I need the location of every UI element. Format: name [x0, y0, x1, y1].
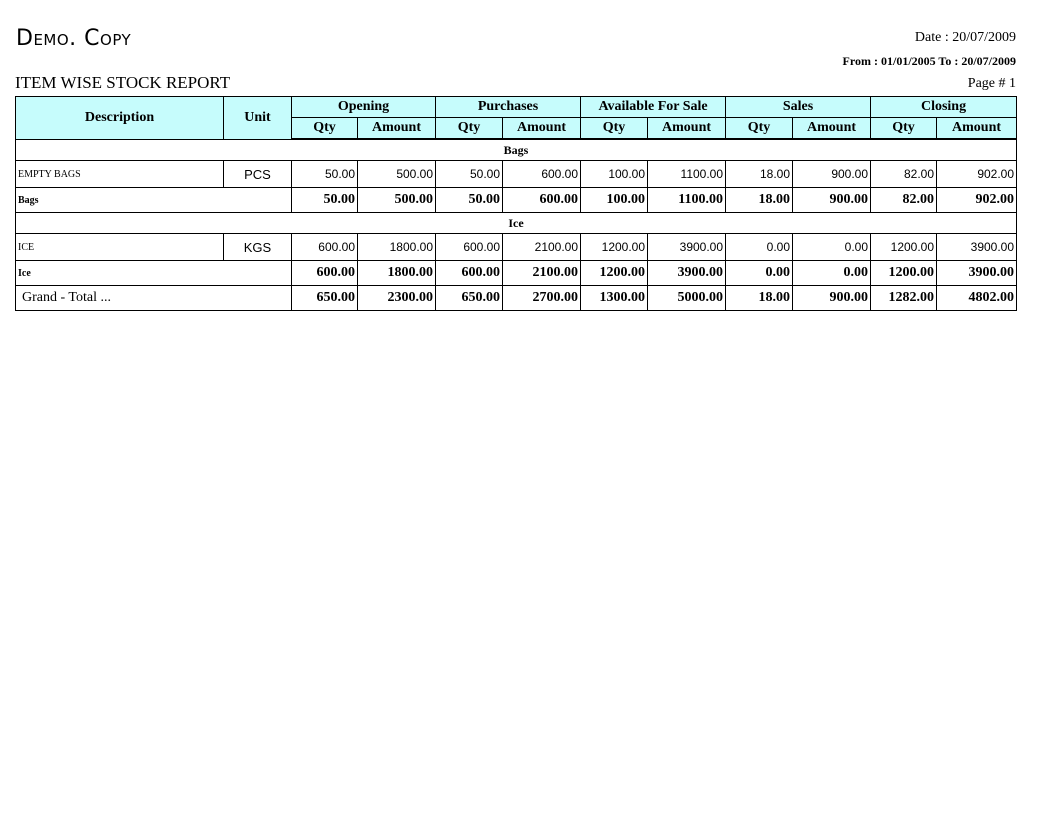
- grand-total-row: [16, 286, 1017, 311]
- purchases-amount: 2100.00: [503, 234, 581, 261]
- opening-amount: 500.00: [358, 161, 436, 188]
- col-sales: Sales: [726, 97, 871, 118]
- col-unit: Unit: [224, 97, 292, 140]
- subtotal-row: [16, 261, 1017, 286]
- closing-amount: 3900.00: [937, 261, 1017, 286]
- purchases-qty: 650.00: [436, 286, 503, 311]
- report-title: ITEM WISE STOCK REPORT: [15, 73, 231, 92]
- item-description: EMPTY BAGS: [16, 161, 224, 188]
- closing-qty: 1200.00: [871, 234, 937, 261]
- opening-qty: 50.00: [292, 161, 358, 188]
- col-opening: Opening: [292, 97, 436, 118]
- purchases-amount: 2100.00: [503, 261, 581, 286]
- purchases-amount: 600.00: [503, 161, 581, 188]
- col-description: Description: [16, 97, 224, 140]
- purchases-qty: 50.00: [436, 188, 503, 213]
- subtotal-row: [16, 188, 1017, 213]
- available-qty: 1200.00: [581, 261, 648, 286]
- opening-amount: 500.00: [358, 188, 436, 213]
- sales-amount: 900.00: [793, 161, 871, 188]
- col-amount: Amount: [793, 118, 871, 140]
- closing-amount: 902.00: [937, 188, 1017, 213]
- available-amount: 1100.00: [648, 188, 726, 213]
- subtotal-label: Bags: [16, 188, 292, 213]
- group-header-row: [16, 213, 1017, 234]
- purchases-qty: 600.00: [436, 261, 503, 286]
- col-purchases: Purchases: [436, 97, 581, 118]
- opening-amount: 1800.00: [358, 261, 436, 286]
- closing-qty: 82.00: [871, 188, 937, 213]
- col-qty: Qty: [871, 118, 937, 140]
- col-closing: Closing: [871, 97, 1017, 118]
- opening-qty: 650.00: [292, 286, 358, 311]
- table-row: [16, 234, 1017, 261]
- closing-qty: 1200.00: [871, 261, 937, 286]
- col-qty: Qty: [436, 118, 503, 140]
- grand-total-label: Grand - Total ...: [16, 286, 292, 311]
- stock-table: [15, 96, 1017, 311]
- sales-qty: 0.00: [726, 234, 793, 261]
- closing-amount: 902.00: [937, 161, 1017, 188]
- report-date: Date : 20/07/2009: [914, 30, 1016, 45]
- col-amount: Amount: [648, 118, 726, 140]
- table-header: [16, 97, 1017, 140]
- sales-qty: 18.00: [726, 161, 793, 188]
- group-name: Ice: [16, 213, 1017, 234]
- col-available: Available For Sale: [581, 97, 726, 118]
- table-row: [16, 161, 1017, 188]
- purchases-amount: 2700.00: [503, 286, 581, 311]
- sales-amount: 0.00: [793, 234, 871, 261]
- sales-amount: 0.00: [793, 261, 871, 286]
- available-amount: 3900.00: [648, 234, 726, 261]
- company-name: Demo. Copy: [16, 26, 132, 51]
- purchases-amount: 600.00: [503, 188, 581, 213]
- purchases-qty: 50.00: [436, 161, 503, 188]
- opening-amount: 2300.00: [358, 286, 436, 311]
- col-qty: Qty: [581, 118, 648, 140]
- closing-amount: 3900.00: [937, 234, 1017, 261]
- available-amount: 3900.00: [648, 261, 726, 286]
- opening-qty: 50.00: [292, 188, 358, 213]
- opening-amount: 1800.00: [358, 234, 436, 261]
- col-amount: Amount: [937, 118, 1017, 140]
- group-header-row: [16, 139, 1017, 161]
- available-amount: 5000.00: [648, 286, 726, 311]
- closing-qty: 82.00: [871, 161, 937, 188]
- sales-qty: 0.00: [726, 261, 793, 286]
- sales-qty: 18.00: [726, 188, 793, 213]
- date-range: From : 01/01/2005 To : 20/07/2009: [842, 54, 1016, 68]
- closing-amount: 4802.00: [937, 286, 1017, 311]
- available-qty: 100.00: [581, 161, 648, 188]
- subtotal-label: Ice: [16, 261, 292, 286]
- sales-amount: 900.00: [793, 188, 871, 213]
- sales-amount: 900.00: [793, 286, 871, 311]
- col-qty: Qty: [726, 118, 793, 140]
- available-qty: 1200.00: [581, 234, 648, 261]
- page-number: Page # 1: [967, 76, 1016, 91]
- item-unit: KGS: [224, 234, 292, 261]
- available-qty: 100.00: [581, 188, 648, 213]
- table-body: [16, 139, 1017, 311]
- col-amount: Amount: [503, 118, 581, 140]
- opening-qty: 600.00: [292, 261, 358, 286]
- closing-qty: 1282.00: [871, 286, 937, 311]
- opening-qty: 600.00: [292, 234, 358, 261]
- item-unit: PCS: [224, 161, 292, 188]
- purchases-qty: 600.00: [436, 234, 503, 261]
- group-name: Bags: [16, 139, 1017, 161]
- sales-qty: 18.00: [726, 286, 793, 311]
- available-qty: 1300.00: [581, 286, 648, 311]
- col-qty: Qty: [292, 118, 358, 140]
- available-amount: 1100.00: [648, 161, 726, 188]
- item-description: ICE: [16, 234, 224, 261]
- col-amount: Amount: [358, 118, 436, 140]
